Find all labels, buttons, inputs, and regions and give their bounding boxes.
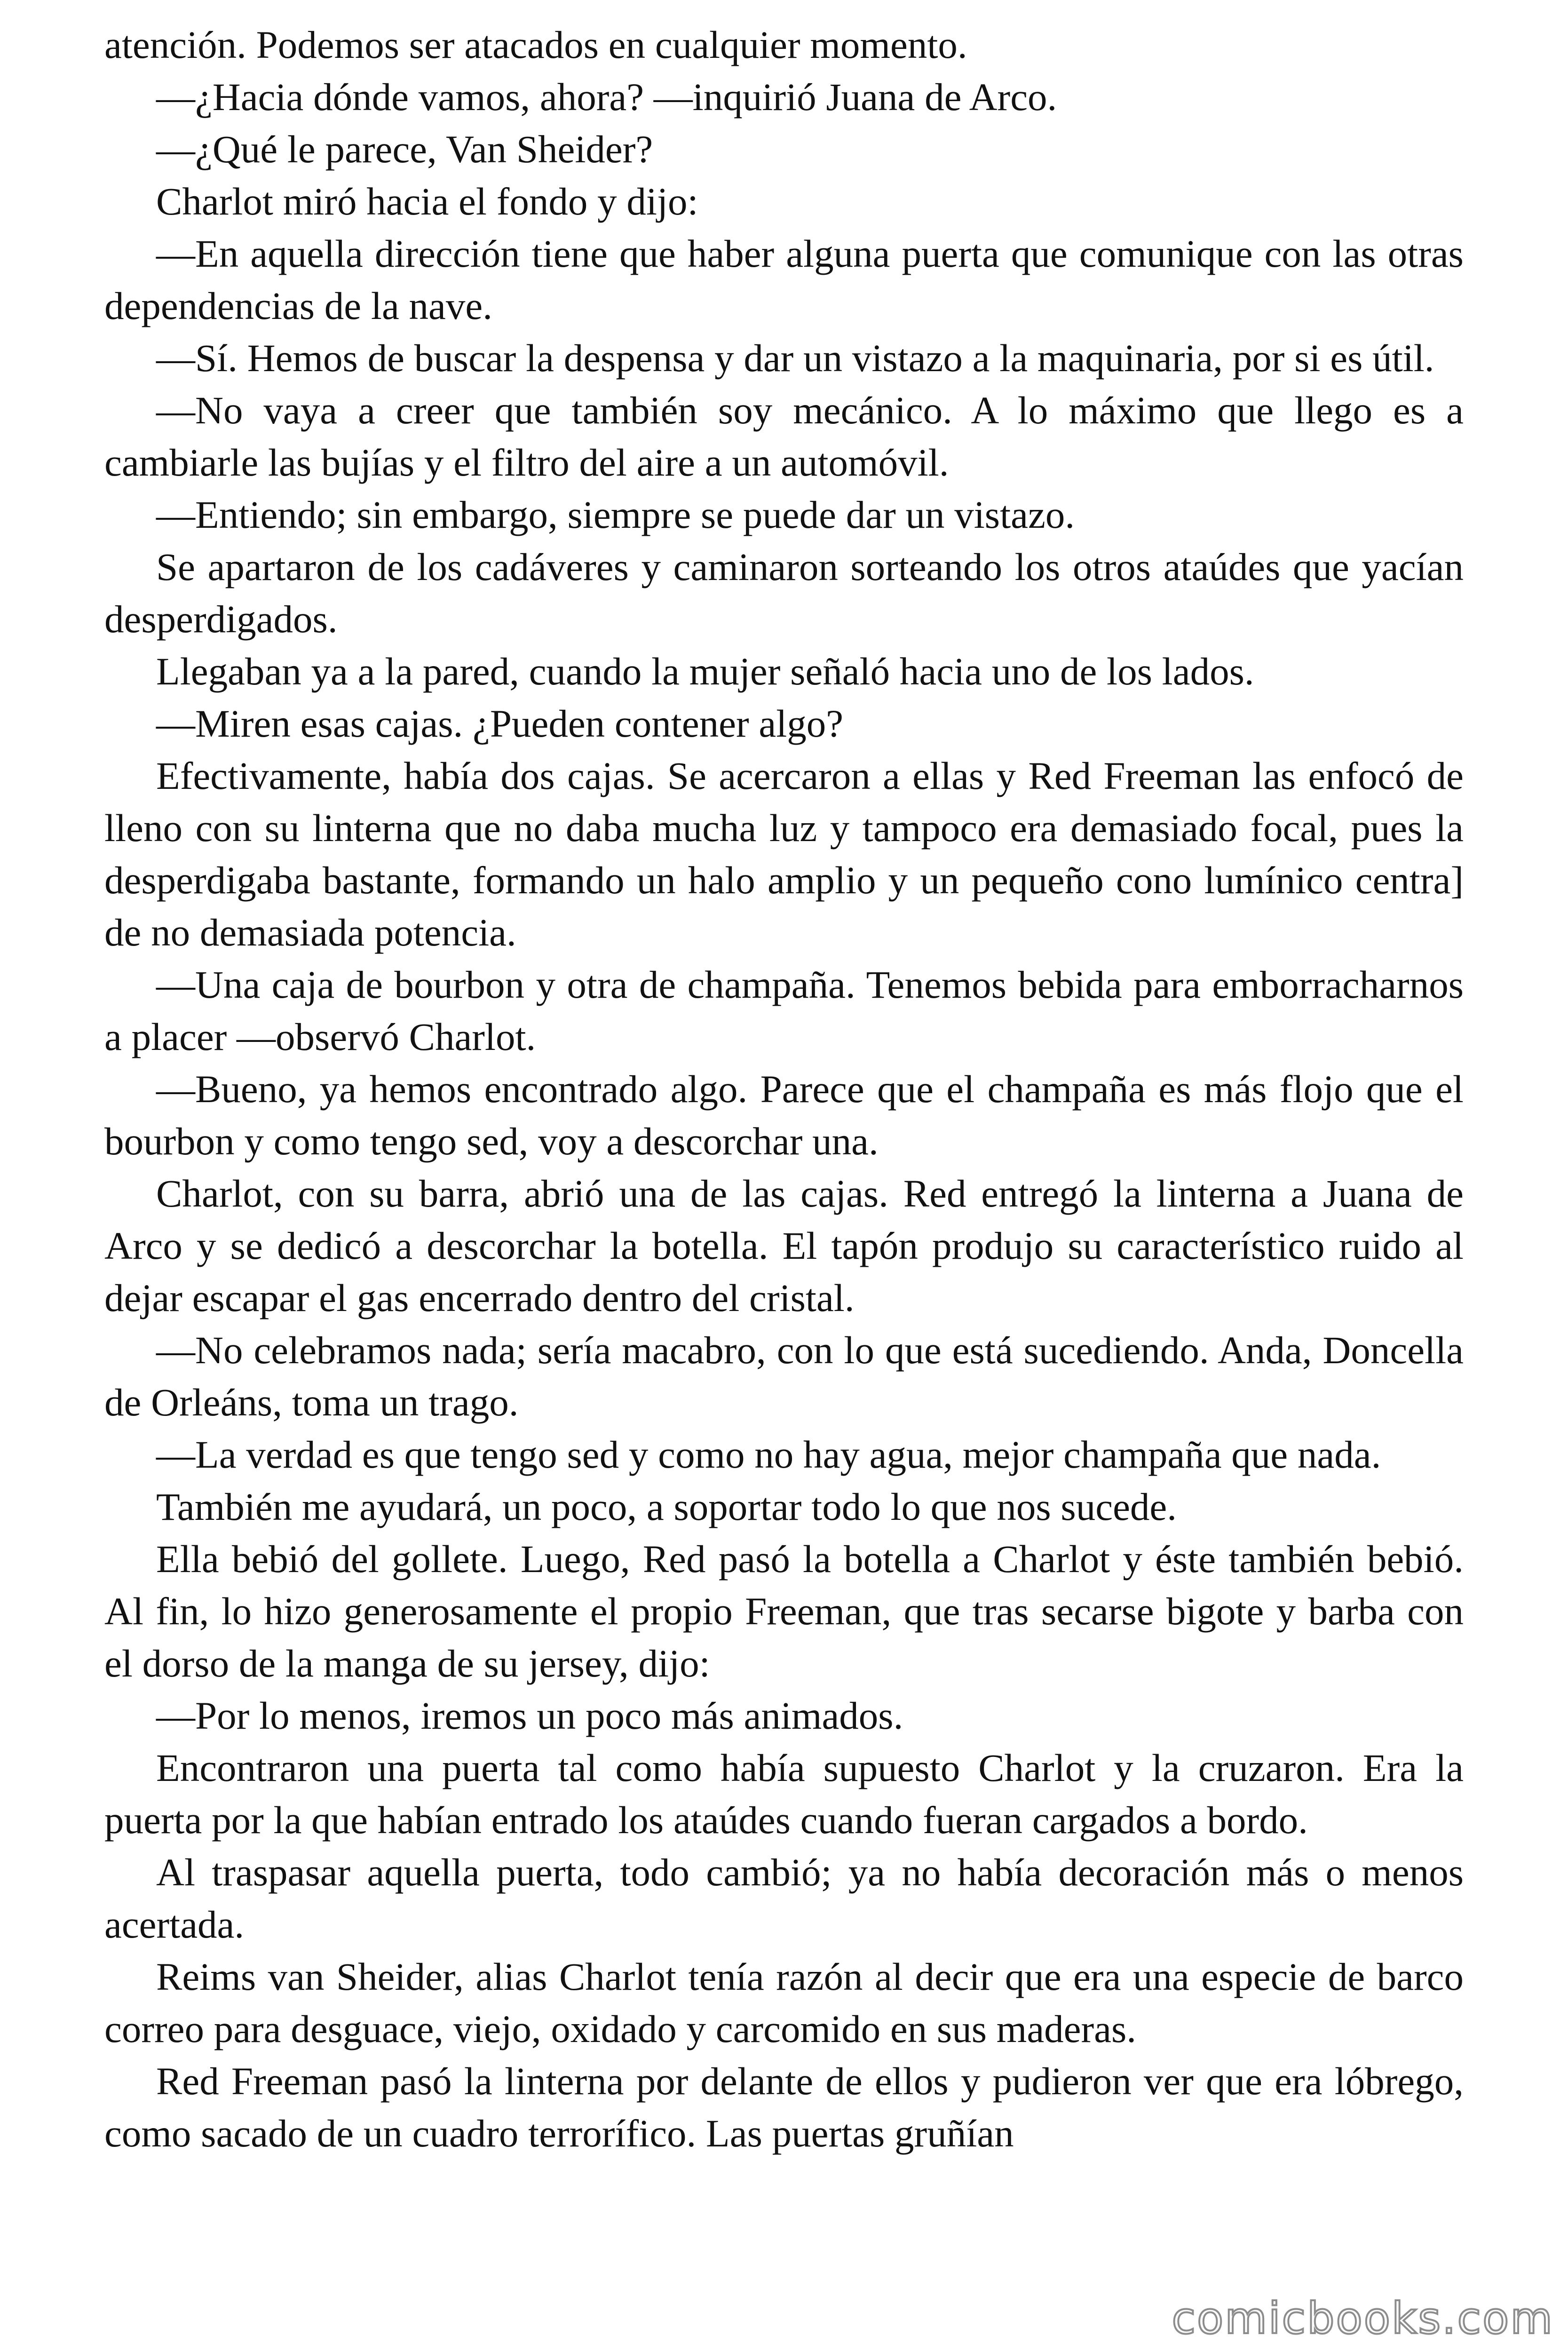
body-text [104, 19, 1464, 2160]
paragraph-24: Red Freeman pasó la linterna por delante de ellos y pudieron ver que era lóbrego, como sacado de un cuadro terrorífico. Las puertas gruñían [104, 2059, 1464, 2155]
paragraph-16: —No celebramos nada; sería macabro, con lo que está sucediendo. Anda, Doncella de Orleáns, toma un trago. [104, 1328, 1464, 1424]
paragraph-22: Al traspasar aquella puerta, todo cambió; ya no había decoración más o menos acertada. [104, 1851, 1464, 1946]
paragraph-4: Charlot miró hacia el fondo y dijo: [156, 180, 698, 223]
paragraph-12: Efectivamente, había dos cajas. Se acercaron a ellas y Red Freeman las enfocó de lleno con su linterna que no daba mucha luz y tampoco era demasiado focal, pues la desperdigaba bastante, formando un halo amplio y un pequeño cono lumínico centra] de no demasiada potencia. [104, 754, 1464, 954]
paragraph-23: Reims van Sheider, alias Charlot tenía razón al decir que era una especie de barco correo para desguace, viejo, oxidado y carcomido en sus maderas. [104, 1955, 1464, 2050]
paragraph-15: Charlot, con su barra, abrió una de las cajas. Red entregó la linterna a Juana de Arco y se dedicó a descorchar la botella. El tapón produjo su característico ruido al dejar escapar el gas encerrado dentro del cristal. [104, 1172, 1464, 1319]
paragraph-9: Se apartaron de los cadáveres y caminaron sorteando los otros ataúdes que yacían desperdigados. [104, 545, 1464, 641]
paragraph-14: —Bueno, ya hemos encontrado algo. Parece que el champaña es más flojo que el bourbon y como tengo sed, voy a descorchar una. [104, 1067, 1464, 1163]
paragraph-1: atención. Podemos ser atacados en cualquier momento. [104, 23, 967, 66]
paragraph-7: —No vaya a creer que también soy mecánico. A lo máximo que llego es a cambiarle las bujías y el filtro del aire a un automóvil. [104, 389, 1464, 484]
paragraph-21: Encontraron una puerta tal como había supuesto Charlot y la cruzaron. Era la puerta por la que habían entrado los ataúdes cuando fueran cargados a bordo. [104, 1746, 1464, 1842]
paragraph-17: —La verdad es que tengo sed y como no hay agua, mejor champaña que nada. [156, 1433, 1381, 1476]
paragraph-5: —En aquella dirección tiene que haber alguna puerta que comunique con las otras dependencias de la nave. [104, 232, 1464, 327]
paragraph-8: —Entiendo; sin embargo, siempre se puede dar un vistazo. [156, 493, 1075, 536]
paragraph-13: —Una caja de bourbon y otra de champaña. Tenemos bebida para emborracharnos a placer —observó Charlot. [104, 963, 1464, 1058]
paragraph-18: También me ayudará, un poco, a soportar todo lo que nos sucede. [156, 1485, 1177, 1528]
paragraph-11: —Miren esas cajas. ¿Pueden contener algo? [156, 702, 844, 745]
watermark-logo: comicbooks.com [1172, 2293, 1554, 2344]
paragraph-10: Llegaban ya a la pared, cuando la mujer señaló hacia uno de los lados. [156, 650, 1254, 693]
paragraph-3: —¿Qué le parece, Van Sheider? [156, 127, 653, 171]
paragraph-6: —Sí. Hemos de buscar la despensa y dar un vistazo a la maquinaria, por si es útil. [156, 336, 1434, 380]
paragraph-20: —Por lo menos, iremos un poco más animados. [156, 1694, 903, 1737]
paragraph-19: Ella bebió del gollete. Luego, Red pasó la botella a Charlot y éste también bebió. Al fin, lo hizo generosamente el propio Freeman, que tras secarse bigote y barba con el dorso de la manga de su jersey, dijo: [104, 1537, 1464, 1685]
paragraph-2: —¿Hacia dónde vamos, ahora? —inquirió Juana de Arco. [156, 75, 1057, 119]
